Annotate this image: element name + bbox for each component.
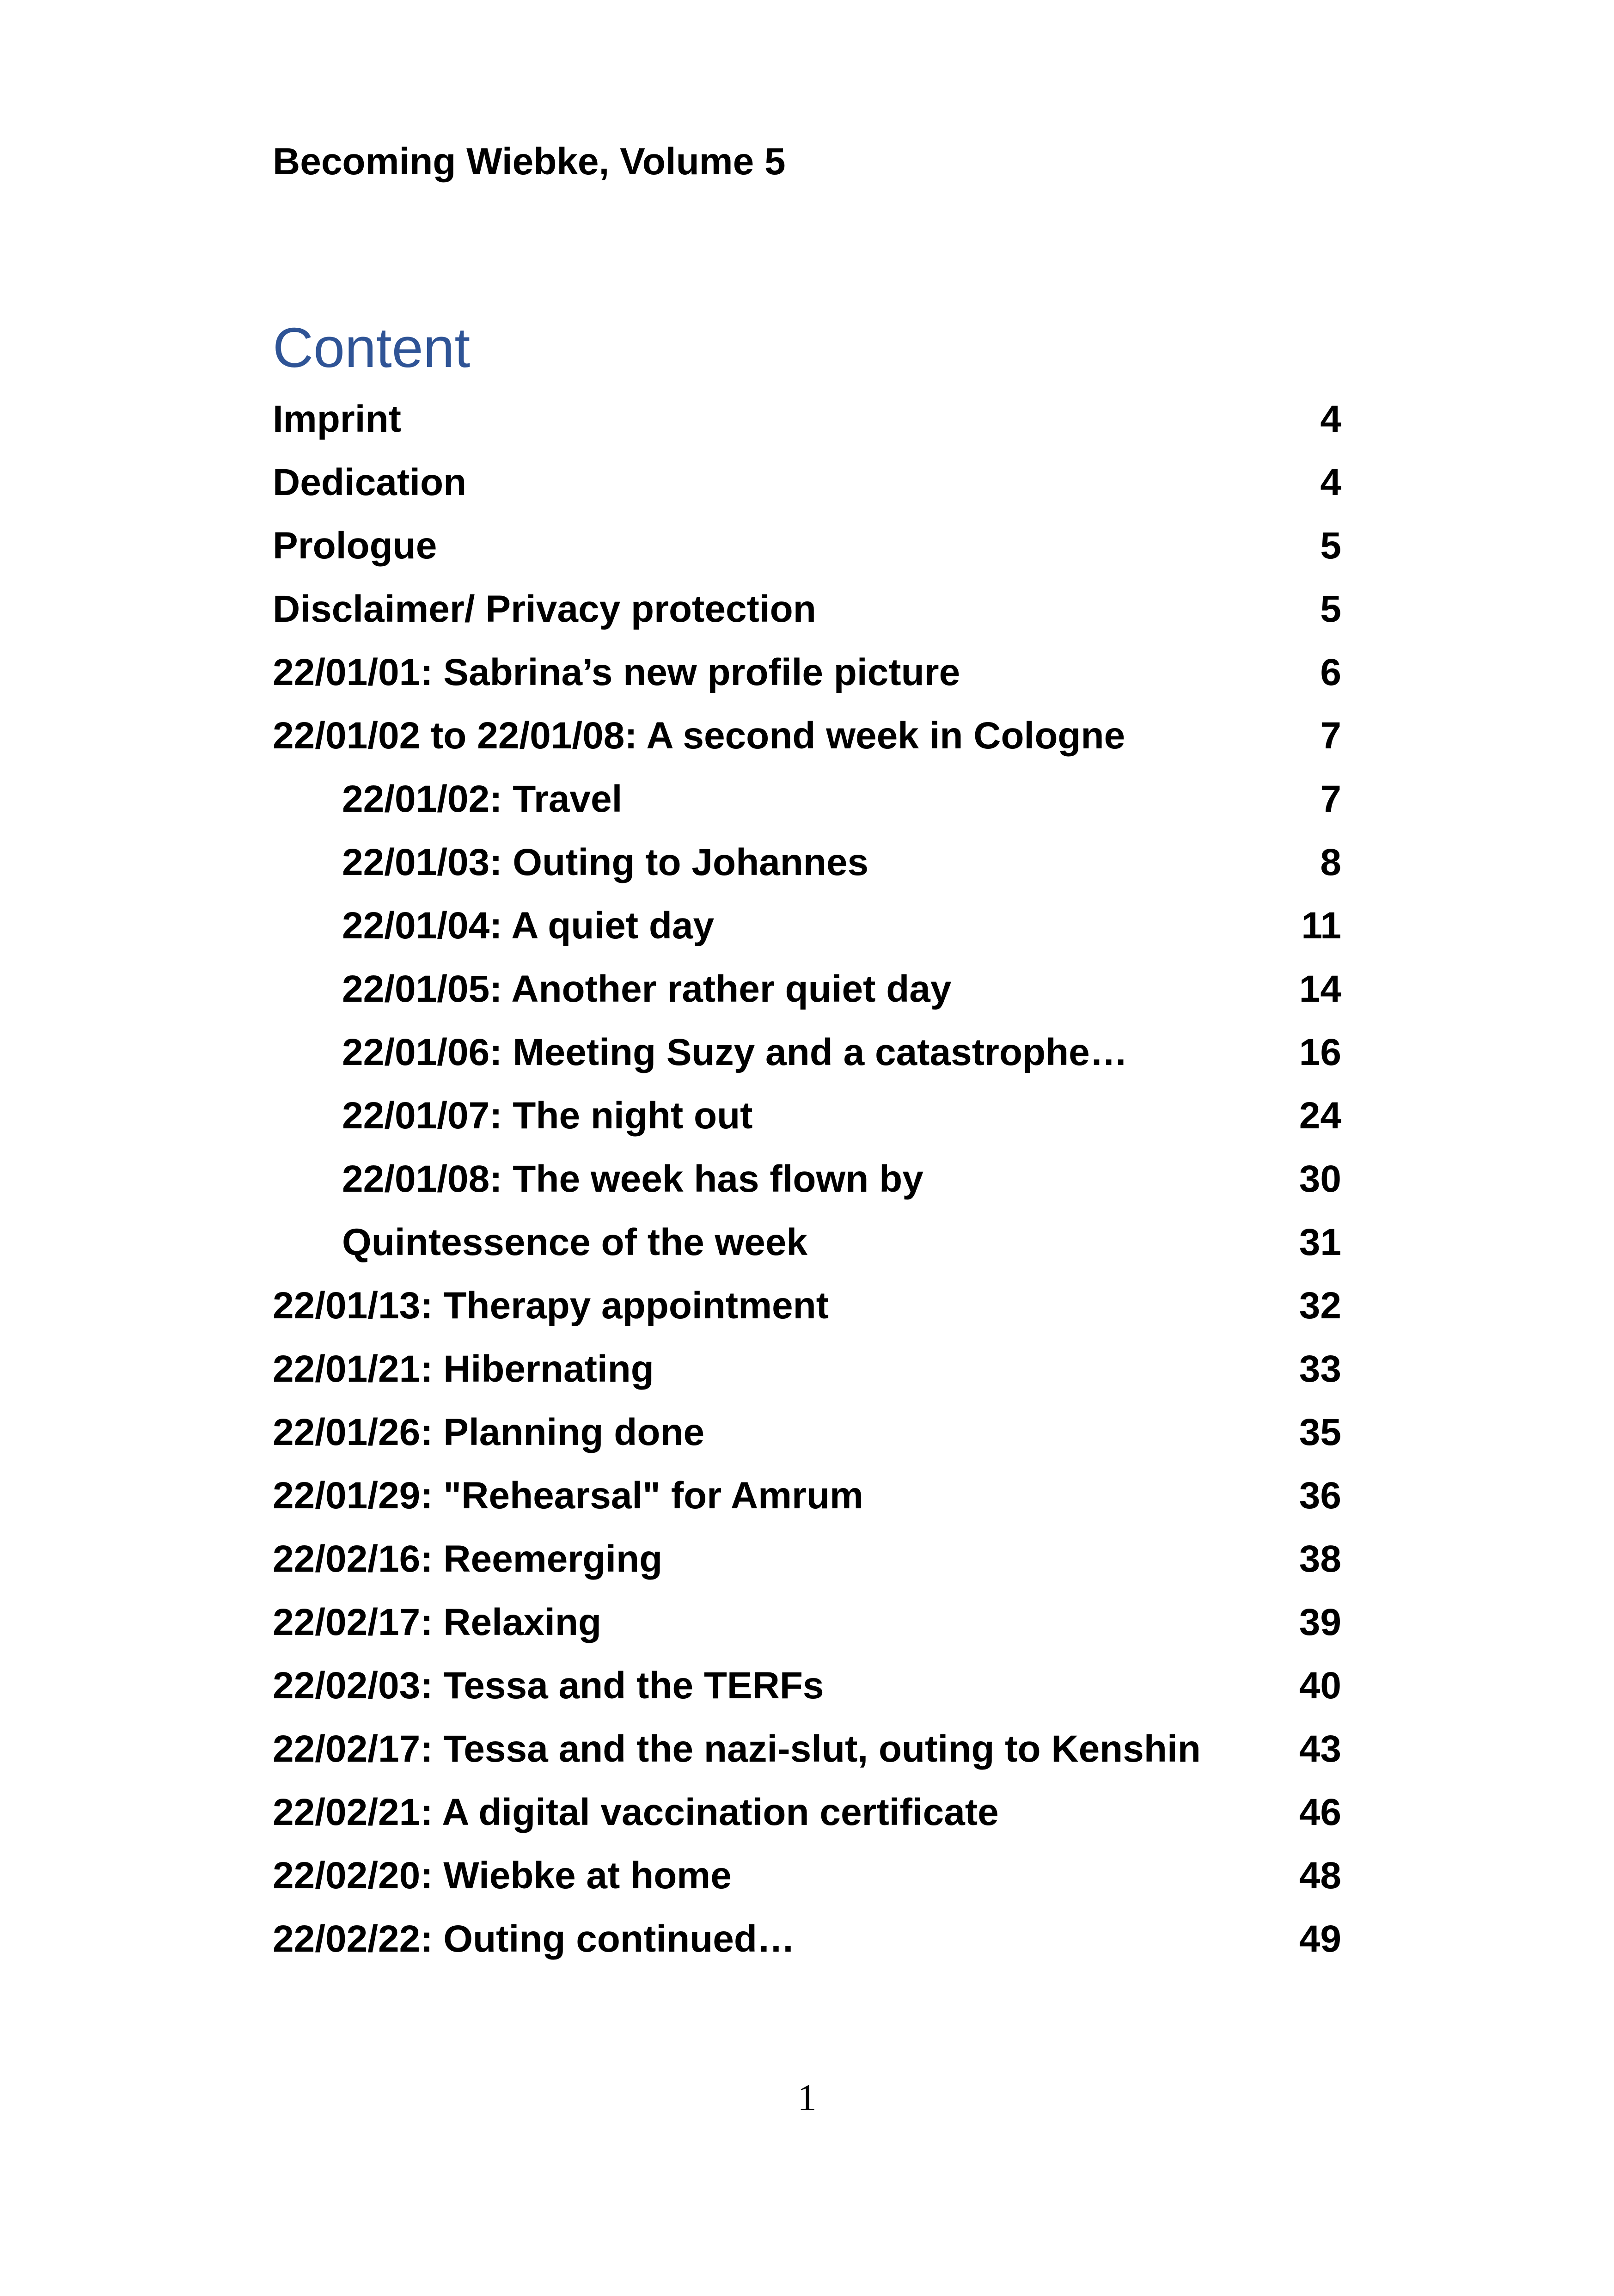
toc-entry-title: 22/01/01: Sabrina’s new profile picture [273,651,960,693]
toc-entry-page-number: 32 [1299,1284,1341,1327]
toc-entry-title: 22/02/22: Outing continued… [273,1917,795,1960]
toc-entry[interactable] [273,1147,1341,1211]
toc-entry-title: Disclaimer/ Privacy protection [273,588,816,630]
toc-entry-page-number: 5 [1320,524,1341,567]
toc-entry[interactable] [273,387,1341,451]
toc-entry-page-number: 7 [1320,714,1341,757]
toc-entry-page-number: 16 [1299,1031,1341,1073]
toc-entry-page-number: 14 [1299,967,1341,1010]
toc-entry-page-number: 30 [1299,1157,1341,1200]
toc-entry-page-number: 24 [1299,1094,1341,1137]
toc-entry-title: 22/01/07: The night out [342,1094,753,1137]
toc-entry-page-number: 46 [1299,1791,1341,1833]
toc-entry-page-number: 49 [1299,1917,1341,1960]
toc-entry-title: 22/02/17: Relaxing [273,1601,602,1643]
toc-entry[interactable] [273,1717,1341,1781]
toc-entry-page-number: 4 [1320,398,1341,440]
toc-entry[interactable] [273,957,1341,1021]
toc-heading: Content [273,316,471,379]
toc-entry-title: 22/01/02 to 22/01/08: A second week in Cologne [273,714,1125,757]
toc-entry[interactable] [273,1844,1341,1907]
toc-entry[interactable] [273,1211,1341,1274]
toc-entry[interactable] [273,451,1341,514]
toc-entry-page-number: 6 [1320,651,1341,693]
toc-entry-title: 22/01/06: Meeting Suzy and a catastrophe… [342,1031,1128,1073]
toc-entry-title: 22/01/29: "Rehearsal" for Amrum [273,1474,863,1517]
toc-entry[interactable] [273,1274,1341,1337]
toc-entry[interactable] [273,704,1341,767]
toc-entry-page-number: 36 [1299,1474,1341,1517]
toc-entry[interactable] [273,1464,1341,1527]
toc-entry[interactable] [273,1907,1341,1971]
toc-entry-title: Quintessence of the week [342,1221,808,1263]
toc-entry-title: Imprint [273,398,401,440]
toc-entry[interactable] [273,1591,1341,1654]
toc-entry-page-number: 35 [1299,1411,1341,1453]
toc-entry-title: Dedication [273,461,467,503]
toc-entry-page-number: 31 [1299,1221,1341,1263]
toc-entry-title: 22/01/02: Travel [342,778,623,820]
toc-entry[interactable] [273,577,1341,641]
toc-entry[interactable] [273,894,1341,957]
toc-entry-page-number: 39 [1299,1601,1341,1643]
toc-entry-title: 22/02/20: Wiebke at home [273,1854,732,1897]
table-of-contents [273,387,1341,1971]
toc-entry-page-number: 4 [1320,461,1341,503]
toc-entry[interactable] [273,514,1341,577]
toc-entry[interactable] [273,1401,1341,1464]
toc-entry[interactable] [273,831,1341,894]
toc-entry[interactable] [273,1337,1341,1401]
toc-entry-page-number: 33 [1299,1347,1341,1390]
toc-entry[interactable] [273,1084,1341,1147]
toc-entry-title: 22/02/16: Reemerging [273,1537,663,1580]
toc-entry-page-number: 48 [1299,1854,1341,1897]
toc-entry-title: 22/01/21: Hibernating [273,1347,654,1390]
toc-entry-title: 22/01/26: Planning done [273,1411,705,1453]
toc-entry-page-number: 5 [1320,588,1341,630]
toc-entry[interactable] [273,1781,1341,1844]
page-number: 1 [797,2076,817,2118]
book-title: Becoming Wiebke, Volume 5 [273,141,786,183]
toc-entry-title: Prologue [273,524,437,567]
toc-entry-title: 22/01/05: Another rather quiet day [342,967,952,1010]
toc-entry[interactable] [273,1654,1341,1717]
toc-entry-page-number: 11 [1301,904,1341,947]
toc-entry-title: 22/01/13: Therapy appointment [273,1284,829,1327]
toc-entry-page-number: 40 [1299,1664,1341,1707]
toc-entry-page-number: 7 [1320,778,1341,820]
toc-entry-title: 22/01/04: A quiet day [342,904,715,947]
toc-entry-title: 22/02/21: A digital vaccination certificate [273,1791,999,1833]
toc-entry-title: 22/02/03: Tessa and the TERFs [273,1664,824,1707]
toc-entry-page-number: 38 [1299,1537,1341,1580]
toc-entry-title: 22/01/08: The week has flown by [342,1157,923,1200]
toc-entry[interactable] [273,1527,1341,1591]
toc-entry-title: 22/02/17: Tessa and the nazi-slut, outing to Kenshin [273,1727,1201,1770]
toc-entry[interactable] [273,1021,1341,1084]
toc-entry-title: 22/01/03: Outing to Johannes [342,841,869,883]
toc-entry[interactable] [273,641,1341,704]
toc-entry[interactable] [273,767,1341,831]
toc-entry-page-number: 43 [1299,1727,1341,1770]
toc-entry-page-number: 8 [1320,841,1341,883]
